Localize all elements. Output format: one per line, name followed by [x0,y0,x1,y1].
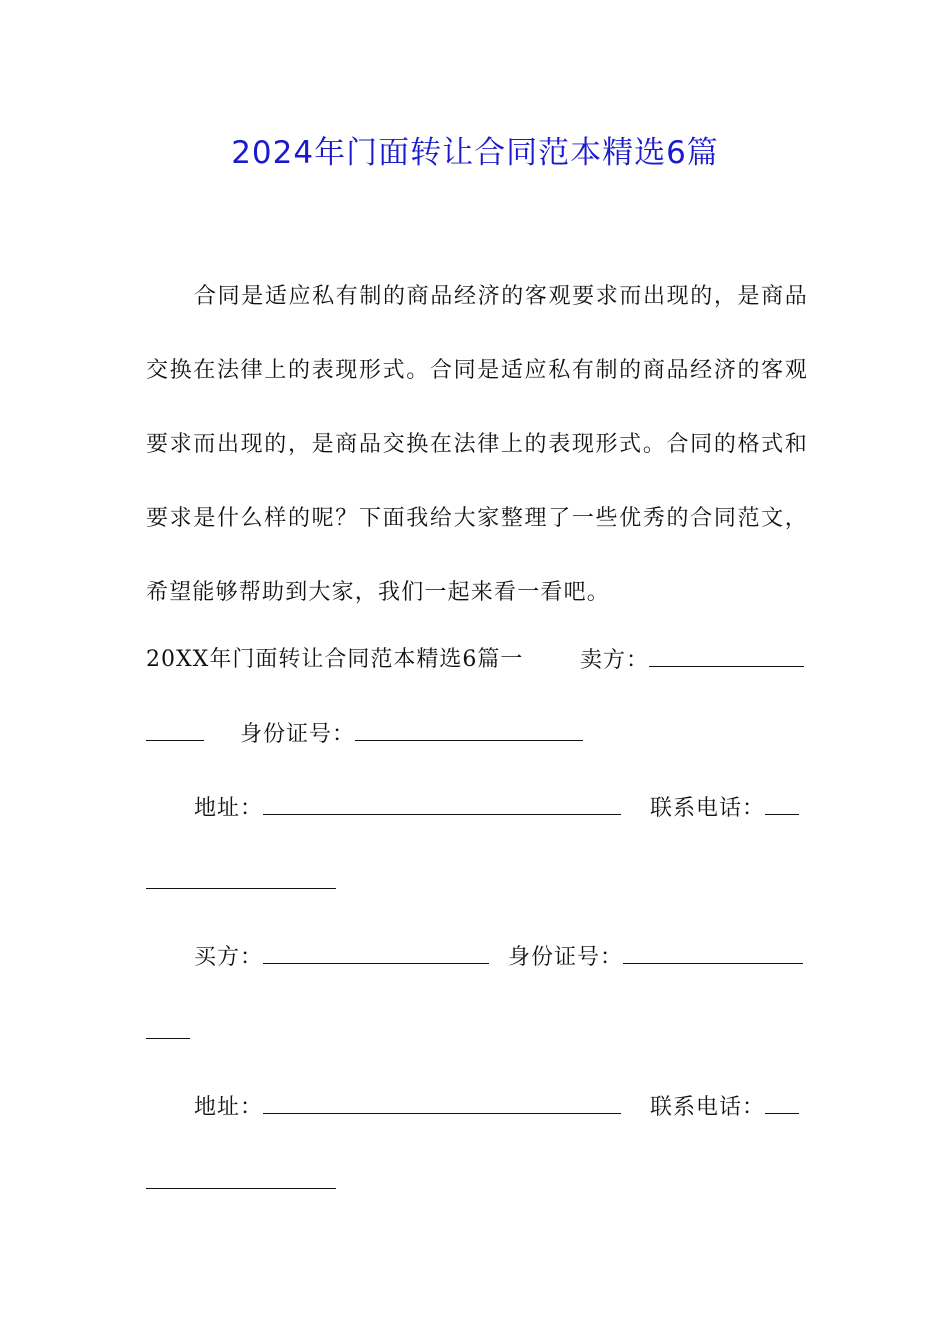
buyer-address-blank[interactable] [263,1087,621,1114]
seller-phone-blank[interactable] [765,788,799,815]
buyer-label: 买方： [194,945,264,970]
buyer-phone-line [650,1087,799,1128]
seller-name-blank-continued[interactable] [146,714,204,741]
buyer-phone-label: 联系电话： [650,1095,766,1120]
buyer-id-blank-continued[interactable] [146,1012,190,1039]
seller-id-line [146,714,583,755]
section-heading-line [146,640,523,680]
seller-phone-continued-line [146,862,336,903]
buyer-phone-blank[interactable] [765,1087,799,1114]
buyer-address-line [194,1087,621,1128]
document-title: 2024年门面转让合同范本精选6篇 [231,135,719,171]
seller-address-line [194,788,621,829]
buyer-id-continued-line [146,1012,190,1053]
buyer-id-label: 身份证号： [508,945,624,970]
buyer-id-line [508,937,803,978]
buyer-phone-continued-line [146,1162,336,1203]
buyer-address-label: 地址： [194,1095,264,1120]
seller-phone-label: 联系电话： [650,796,766,821]
intro-paragraph: 合同是适应私有制的商品经济的客观要求而出现的，是商品交换在法律上的表现形式。合同是适应私有制的商品经济的客观要求而出现的，是商品交换在法律上的表现形式。合同的格式和要求是什么样的呢？下面我给大家整理了一些优秀的合同范文，希望能够帮助到大家，我们一起来看一看吧。 [146,284,808,605]
seller-name-blank[interactable] [649,640,804,667]
buyer-id-blank[interactable] [623,937,803,964]
buyer-phone-blank-continued[interactable] [146,1162,336,1189]
section-heading: 20XX年门面转让合同范本精选6篇一 [146,647,524,672]
seller-id-label: 身份证号： [240,722,356,747]
seller-label-line [580,640,804,681]
seller-label: 卖方： [580,648,650,673]
seller-address-label: 地址： [194,796,264,821]
seller-id-blank[interactable] [355,714,583,741]
seller-phone-blank-continued[interactable] [146,862,336,889]
seller-phone-line [650,788,799,829]
buyer-name-blank[interactable] [263,937,489,964]
seller-address-blank[interactable] [263,788,621,815]
buyer-label-line [194,937,489,978]
